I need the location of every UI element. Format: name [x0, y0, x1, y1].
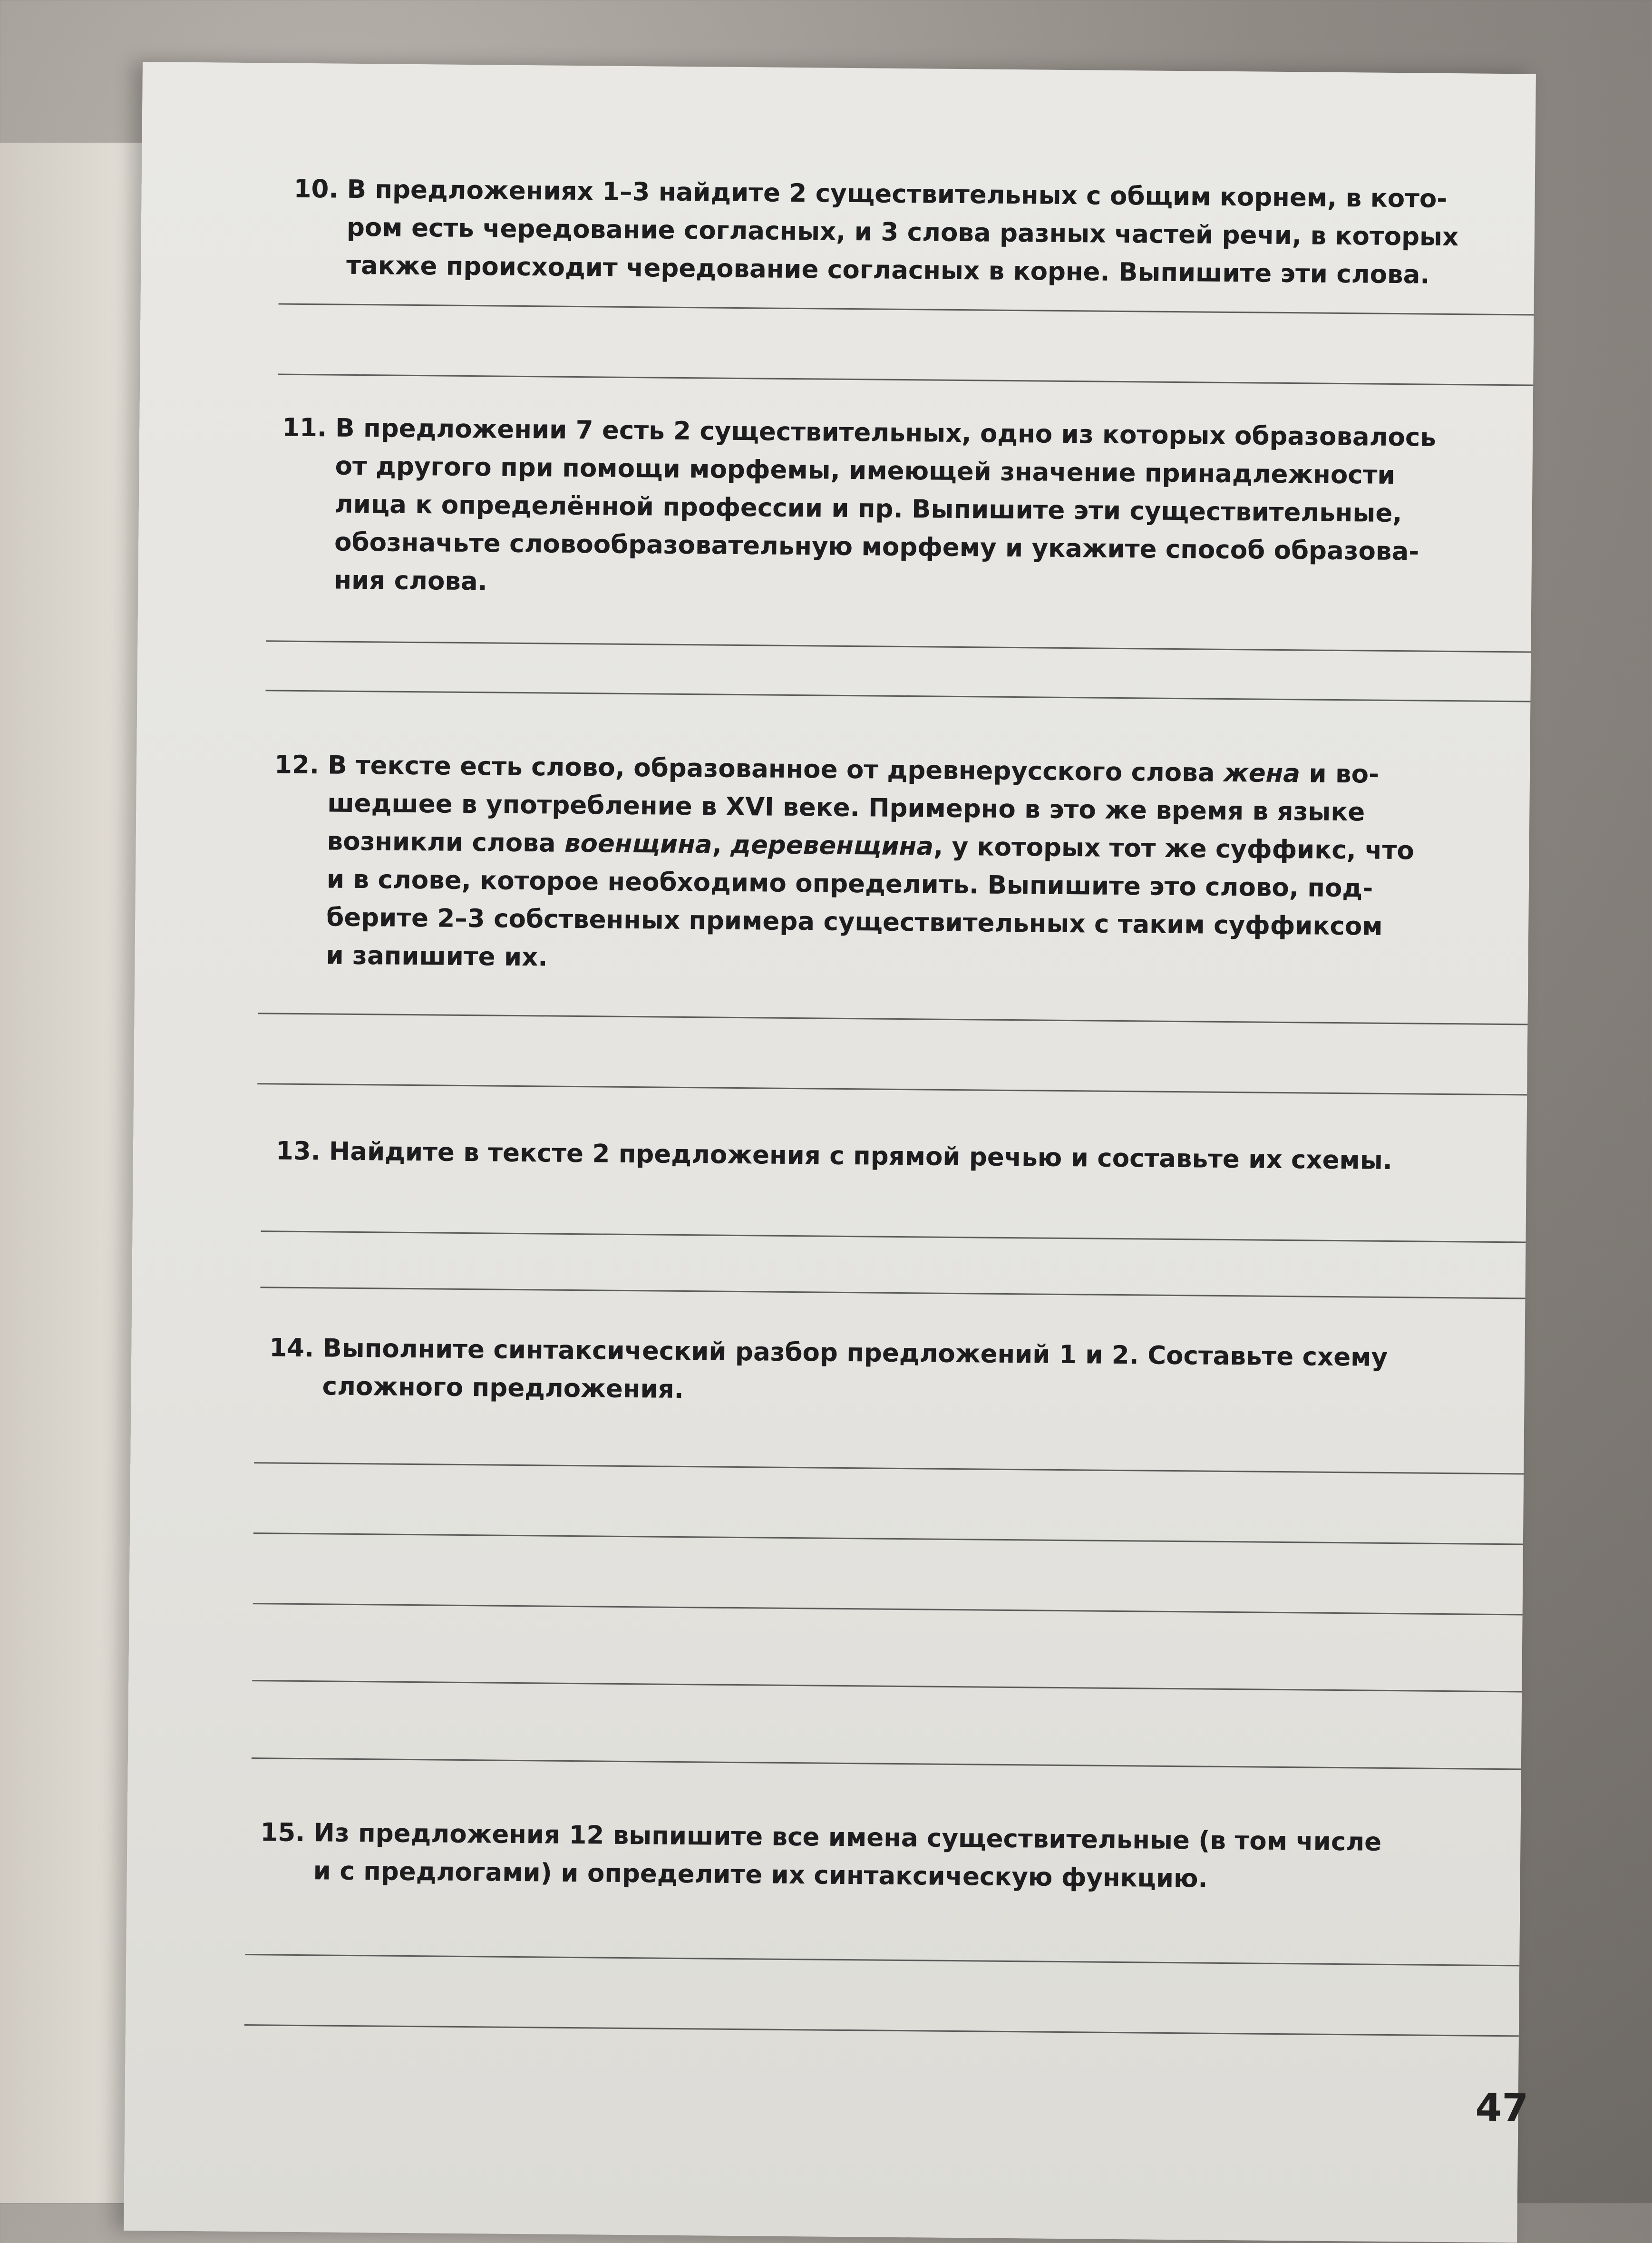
workbook-page — [124, 62, 1536, 2243]
answer-line[interactable] — [253, 1603, 1523, 1615]
answer-line[interactable] — [252, 1680, 1522, 1692]
question-number: 13. — [275, 1136, 321, 1166]
text-segment: В тексте есть слово, образованное от древнерусского слова — [327, 751, 1224, 788]
text-segment: берите 2–3 собственных примера существительных с таким суффиксом — [326, 903, 1383, 941]
text-segment: также происходит чередование согласных в корне. Выпишите эти слова. — [346, 251, 1430, 290]
text-segment: и запишите их. — [326, 941, 548, 972]
question-number: 15. — [260, 1818, 305, 1848]
text-segment: сложного предложения. — [322, 1372, 684, 1404]
question-text-line — [329, 1133, 1393, 1180]
answer-line[interactable] — [258, 1013, 1528, 1025]
page-number: 47 — [1475, 2085, 1529, 2130]
text-segment: ния слова. — [334, 566, 488, 596]
answer-line[interactable] — [261, 1230, 1526, 1243]
text-segment: шедшее в употребление в XVI веке. Примерно в это же время в языке — [327, 789, 1365, 827]
text-segment: Из предложения 12 выпишите все имена существительные (в том числе — [313, 1818, 1382, 1857]
answer-line[interactable] — [254, 1462, 1524, 1474]
text-segment: Найдите в тексте 2 предложения с прямой речью и составьте их схемы. — [329, 1137, 1393, 1176]
answer-line[interactable] — [244, 2024, 1519, 2037]
question-12 — [274, 746, 1415, 984]
question-14 — [269, 1329, 1388, 1415]
answer-line[interactable] — [253, 1532, 1523, 1545]
answer-line[interactable] — [245, 1954, 1519, 1966]
text-segment: , — [712, 830, 731, 859]
text-segment: Выполните синтаксический разбор предложений 1 и 2. Составьте схему — [322, 1334, 1388, 1372]
italic-word: военщина — [564, 829, 712, 859]
question-number: 11. — [282, 413, 327, 443]
text-segment: возникли слова — [327, 827, 565, 858]
text-segment: лица к определённой профессии и пр. Выпишите эти существительные, — [334, 489, 1402, 528]
question-number: 12. — [274, 750, 320, 780]
text-segment: от другого при помощи морфемы, имеющей значение принадлежности — [335, 451, 1395, 490]
answer-line[interactable] — [261, 1287, 1526, 1299]
text-segment: и во- — [1300, 759, 1380, 789]
italic-word: деревенщина — [730, 830, 934, 861]
text-segment: и в слове, которое необходимо определить. Выпишите это слово, под- — [326, 865, 1373, 903]
text-segment: В предложении 7 есть 2 существительных, одно из которых образовалось — [335, 413, 1437, 452]
text-segment: ром есть чередование согласных, и 3 слова разных частей речи, в которых — [346, 213, 1459, 252]
question-13 — [275, 1133, 1393, 1180]
answer-line[interactable] — [265, 690, 1530, 702]
question-10 — [293, 171, 1459, 294]
text-segment: обозначьте словообразовательную морфему и укажите способ образова- — [334, 527, 1419, 566]
question-11 — [282, 410, 1437, 609]
text-segment: и с предлогами) и определите их синтаксическую функцию. — [313, 1856, 1208, 1893]
question-number: 14. — [269, 1333, 314, 1363]
question-number: 10. — [293, 174, 339, 204]
answer-line[interactable] — [266, 640, 1531, 653]
answer-line[interactable] — [252, 1757, 1521, 1770]
question-15 — [260, 1814, 1382, 1900]
text-segment: В предложениях 1–3 найдите 2 существительных с общим корнем, в кото- — [347, 175, 1448, 214]
answer-line[interactable] — [257, 1083, 1527, 1095]
answer-line[interactable] — [278, 374, 1533, 386]
italic-word: жена — [1223, 758, 1301, 789]
text-segment: , у которых тот же суффикс, что — [933, 832, 1415, 866]
answer-line[interactable] — [279, 303, 1534, 316]
